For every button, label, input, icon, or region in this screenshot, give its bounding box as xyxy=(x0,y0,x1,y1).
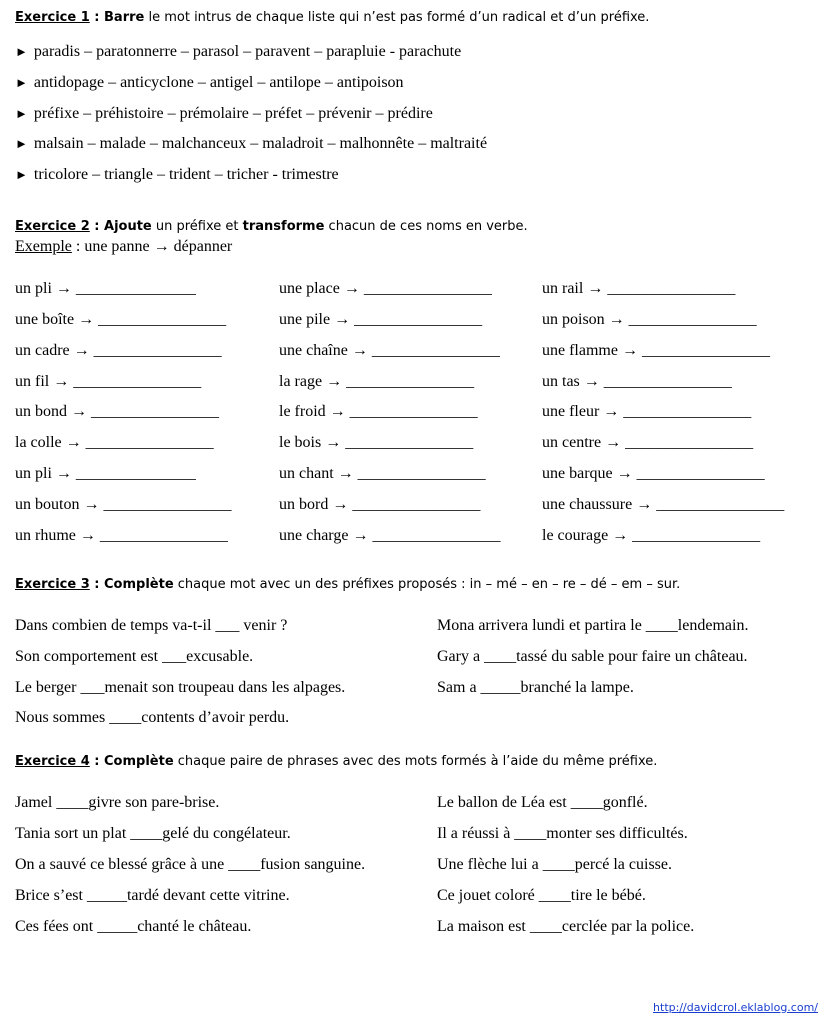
exercise-item: un pli → _______________ xyxy=(15,465,196,482)
list-item xyxy=(15,104,433,124)
exercise-3-number: Exercice 3 xyxy=(15,577,90,592)
instruction-text: chaque paire de phrases avec des mots formés à l’aide du même préfixe. xyxy=(173,754,658,769)
word-list: tricolore – triangle – trident – tricher - trimestre xyxy=(33,166,339,183)
list-item xyxy=(15,134,487,154)
word-list: antidopage – anticyclone – antigel – antilope – antipoison xyxy=(33,74,404,91)
exercise-item: un poison → ________________ xyxy=(542,311,757,328)
exercise-4-number: Exercice 4 xyxy=(15,754,90,769)
exercise-item: une flamme → ________________ xyxy=(542,342,770,359)
exercise-item: un bond → ________________ xyxy=(15,403,219,420)
word-list: préfixe – préhistoire – prémolaire – préfet – prévenir – prédire xyxy=(33,105,433,122)
sentence: Mona arrivera lundi et partira le ____lendemain. xyxy=(437,617,749,634)
sentence: Sam a _____branché la lampe. xyxy=(437,679,634,696)
heading-separator: : xyxy=(89,10,105,25)
exercise-2-number: Exercice 2 xyxy=(15,219,90,234)
sentence: Tania sort un plat ____gelé du congélateur. xyxy=(15,825,291,842)
bullet-triangle-icon: ► xyxy=(15,106,28,121)
heading-separator: : xyxy=(89,219,105,234)
sentence: Le berger ___menait son troupeau dans les alpages. xyxy=(15,679,346,696)
instruction-verb: Complète xyxy=(104,577,174,592)
exercise-item: un rail → ________________ xyxy=(542,280,736,297)
heading-separator: : xyxy=(89,754,105,769)
sentence: Dans combien de temps va-t-il ___ venir ? xyxy=(15,617,288,634)
sentence: Une flèche lui a ____percé la cuisse. xyxy=(437,856,673,873)
exercise-item: un bord → ________________ xyxy=(279,496,481,513)
exercise-item: une chaussure → ________________ xyxy=(542,496,785,513)
exercise-item: un chant → ________________ xyxy=(279,465,486,482)
sentence: Ces fées ont _____chanté le château. xyxy=(15,918,252,935)
instruction-verb: Complète xyxy=(104,754,174,769)
sentence: Le ballon de Léa est ____gonflé. xyxy=(437,794,648,811)
word-list: malsain – malade – malchanceux – maladroit – malhonnête – maltraité xyxy=(33,135,488,152)
exercise-item: un tas → ________________ xyxy=(542,373,732,390)
exercise-item: un pli → _______________ xyxy=(15,280,196,297)
exercise-item: un rhume → ________________ xyxy=(15,527,228,544)
exercise-item: une charge → ________________ xyxy=(279,527,501,544)
instruction-verb: transforme xyxy=(242,219,325,234)
exercise-1-heading xyxy=(15,10,649,26)
exercise-item: une chaîne → ________________ xyxy=(279,342,500,359)
exercise-item: un fil → ________________ xyxy=(15,373,202,390)
exercise-item: le courage → ________________ xyxy=(542,527,761,544)
bullet-triangle-icon: ► xyxy=(15,44,28,59)
exercise-2-heading xyxy=(15,219,528,235)
list-item xyxy=(15,165,339,185)
heading-separator: : xyxy=(89,577,105,592)
list-item xyxy=(15,42,461,62)
sentence: Ce jouet coloré ____tire le bébé. xyxy=(437,887,646,904)
example-label: Exemple xyxy=(15,238,72,255)
sentence: Jamel ____givre son pare-brise. xyxy=(15,794,220,811)
exercise-item: un cadre → ________________ xyxy=(15,342,222,359)
exercise-item: la colle → ________________ xyxy=(15,434,214,451)
exercise-item: une pile → ________________ xyxy=(279,311,483,328)
instruction-text: le mot intrus de chaque liste qui n’est pas formé d’un radical et d’un préfixe. xyxy=(144,10,650,25)
example-text: : une panne → dépanner xyxy=(71,238,233,255)
instruction-text: un préfixe et xyxy=(151,219,243,234)
instruction-verb: Barre xyxy=(104,10,145,25)
instruction-text: chaque mot avec un des préfixes proposés : in – mé – en – re – dé – em – sur. xyxy=(173,577,681,592)
sentence: Gary a ____tassé du sable pour faire un château. xyxy=(437,648,748,665)
exercise-item: une boîte → ________________ xyxy=(15,311,227,328)
sentence: Brice s’est _____tardé devant cette vitrine. xyxy=(15,887,290,904)
exercise-item: une barque → ________________ xyxy=(542,465,765,482)
exercise-item: une fleur → ________________ xyxy=(542,403,752,420)
exercise-item: le froid → ________________ xyxy=(279,403,478,420)
exercise-3-heading xyxy=(15,577,680,593)
exercise-4-heading xyxy=(15,754,657,770)
sentence: La maison est ____cerclée par la police. xyxy=(437,918,695,935)
bullet-triangle-icon: ► xyxy=(15,75,28,90)
word-list: paradis – paratonnerre – parasol – paravent – parapluie - parachute xyxy=(33,43,462,60)
sentence: Son comportement est ___excusable. xyxy=(15,648,254,665)
source-link[interactable]: http://davidcrol.eklablog.com/ xyxy=(653,1001,818,1014)
list-item xyxy=(15,73,404,93)
exercise-item: le bois → ________________ xyxy=(279,434,474,451)
instruction-text: chacun de ces noms en verbe. xyxy=(324,219,528,234)
exercise-1-number: Exercice 1 xyxy=(15,10,90,25)
instruction-verb: Ajoute xyxy=(104,219,152,234)
example-line xyxy=(15,237,232,257)
sentence: Il a réussi à ____monter ses difficultés. xyxy=(437,825,688,842)
bullet-triangle-icon: ► xyxy=(15,136,28,151)
sentence: Nous sommes ____contents d’avoir perdu. xyxy=(15,709,290,726)
sentence: On a sauvé ce blessé grâce à une ____fusion sanguine. xyxy=(15,856,366,873)
bullet-triangle-icon: ► xyxy=(15,167,28,182)
exercise-item: une place → ________________ xyxy=(279,280,492,297)
exercise-item: un centre → ________________ xyxy=(542,434,754,451)
exercise-item: la rage → ________________ xyxy=(279,373,475,390)
exercise-item: un bouton → ________________ xyxy=(15,496,232,513)
